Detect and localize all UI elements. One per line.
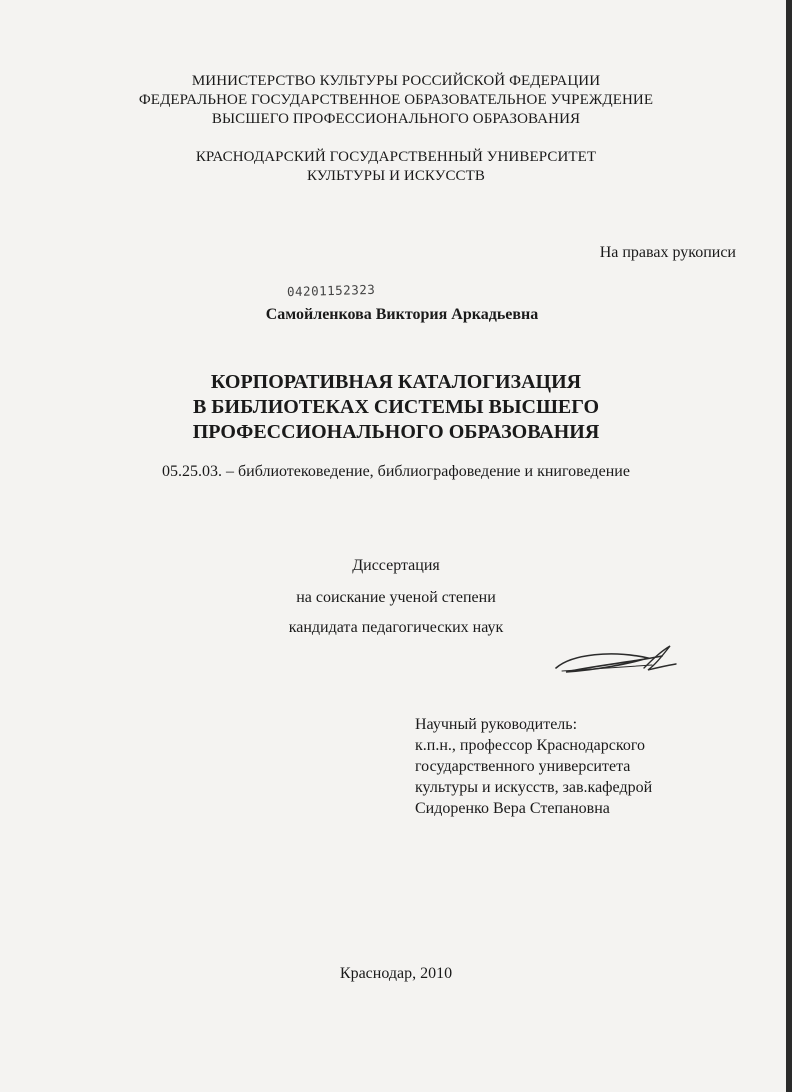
specialty-code: 05.25.03. – библиотековедение, библиографоведение и книговедение [162,463,630,480]
title-line: КОРПОРАТИВНАЯ КАТАЛОГИЗАЦИЯ [210,371,582,393]
ministry-header [0,72,792,129]
manuscript-note: На правах рукописи [599,244,736,261]
ministry-line: ВЫСШЕГО ПРОФЕССИОНАЛЬНОГО ОБРАЗОВАНИЯ [211,111,581,127]
dissertation-title [0,370,792,445]
ministry-line: МИНИСТЕРСТВО КУЛЬТУРЫ РОССИЙСКОЙ ФЕДЕРАЦИИ [191,73,601,89]
university-header [0,148,792,186]
advisor-line: Сидоренко Вера Степановна [415,800,610,817]
university-line: КРАСНОДАРСКИЙ ГОСУДАРСТВЕННЫЙ УНИВЕРСИТЕТ [195,149,597,165]
inventory-stamp: 04201152323 [286,281,376,300]
dissertation-type: Диссертация [352,557,440,574]
author-name: Самойленкова Виктория Аркадьевна [265,306,539,323]
scientific-advisor [415,714,652,819]
advisor-line: к.п.н., профессор Краснодарского [415,737,645,754]
city-year: Краснодар, 2010 [339,965,453,982]
degree-name: кандидата педагогических наук [288,619,504,636]
degree-purpose: на соискание ученой степени [296,589,496,606]
signature-icon [552,638,684,680]
ministry-line: ФЕДЕРАЛЬНОЕ ГОСУДАРСТВЕННОЕ ОБРАЗОВАТЕЛЬНОЕ УЧРЕЖДЕНИЕ [138,92,654,108]
university-line: КУЛЬТУРЫ И ИСКУССТВ [306,168,486,184]
title-line: ПРОФЕССИОНАЛЬНОГО ОБРАЗОВАНИЯ [192,421,600,443]
title-line: В БИБЛИОТЕКАХ СИСТЕМЫ ВЫСШЕГО [192,396,600,418]
advisor-line: культуры и искусств, зав.кафедрой [415,779,653,796]
advisor-line: государственного университета [415,758,631,775]
advisor-line: Научный руководитель: [415,716,578,733]
